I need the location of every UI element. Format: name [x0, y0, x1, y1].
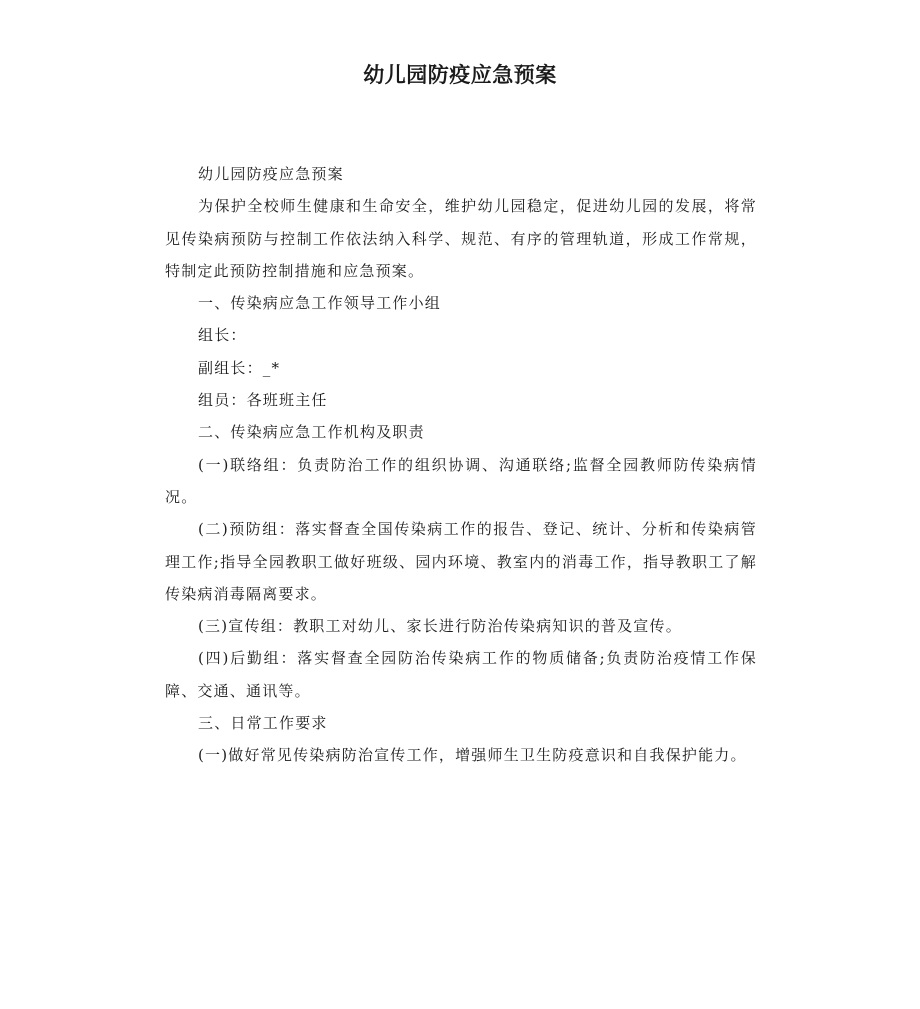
section-heading-3: 三、日常工作要求	[198, 714, 328, 733]
document-body	[165, 158, 757, 772]
paragraph-daily-work-1: (一)做好常见传染病防治宣传工作，增强师生卫生防疫意识和自我保护能力。	[198, 746, 747, 765]
paragraph-logistics-group: (四)后勤组：落实督查全园防治传染病工作的物质储备;负责防治疫情工作保障、交通、通讯等。	[165, 649, 757, 700]
paragraph-subtitle: 幼儿园防疫应急预案	[198, 165, 344, 183]
section-heading-1: 一、传染病应急工作领导工作小组	[198, 294, 442, 313]
section-heading-2: 二、传染病应急工作机构及职责	[198, 423, 425, 442]
paragraph-members: 组员：各班班主任	[198, 391, 328, 410]
paragraph-leader: 组长：	[198, 326, 247, 345]
paragraph-intro: 为保护全校师生健康和生命安全，维护幼儿园稳定，促进幼儿园的发展，将常见传染病预防与控制工作依法纳入科学、规范、有序的管理轨道，形成工作常规，特制定此预防控制措施和应急预案。	[165, 197, 757, 280]
paragraph-deputy-leader: 副组长：_*	[198, 358, 281, 377]
paragraph-publicity-group: (三)宣传组：教职工对幼儿、家长进行防治传染病知识的普及宣传。	[198, 617, 682, 636]
paragraph-liaison-group: (一)联络组：负责防治工作的组织协调、沟通联络;监督全园教师防传染病情况。	[165, 455, 757, 506]
document-title: 幼儿园防疫应急预案	[363, 63, 557, 87]
paragraph-prevention-group: (二)预防组：落实督查全国传染病工作的报告、登记、统计、分析和传染病管理工作;指导全园教职工做好班级、园内环境、教室内的消毒工作，指导教职工了解传染病消毒隔离要求。	[165, 520, 757, 603]
